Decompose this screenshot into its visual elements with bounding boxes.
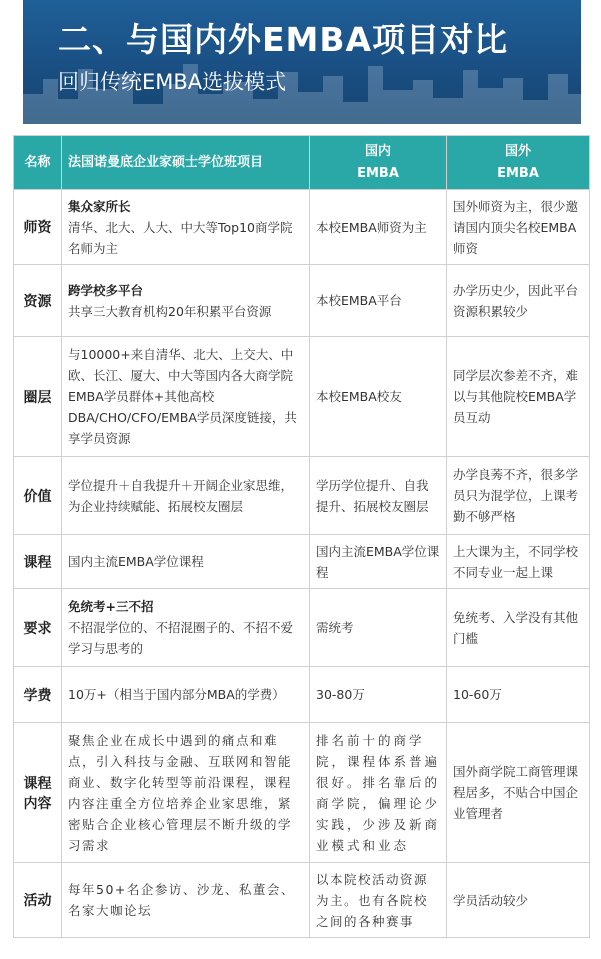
banner-subtitle: 回归传统EMBA选拔模式: [58, 70, 287, 94]
domestic-cell: 30-80万: [310, 667, 447, 723]
table-row: [14, 667, 590, 723]
program-highlight: 集众家所长: [68, 198, 131, 214]
program-text: 每年50+名企参访、沙龙、私董会、名家大咖论坛: [68, 882, 295, 918]
header-foreign: [447, 136, 590, 190]
domestic-cell: 本校EMBA师资为主: [310, 190, 447, 265]
program-cell: [62, 667, 310, 723]
row-name: 课程内容: [14, 723, 62, 863]
program-cell: [62, 337, 310, 457]
table-row: [14, 589, 590, 667]
header-banner: [23, 0, 581, 124]
header-domestic: [310, 136, 447, 190]
foreign-cell: 办学历史少，因此平台资源积累较少: [447, 265, 590, 337]
row-name: 价值: [14, 457, 62, 535]
table-row: [14, 723, 590, 863]
row-name: 师资: [14, 190, 62, 265]
comparison-table: [13, 135, 590, 938]
domestic-cell: 学历学位提升、自我提升、拓展校友圈层: [310, 457, 447, 535]
foreign-cell: 国外商学院工商管理课程居多，不贴合中国企业管理者: [447, 723, 590, 863]
row-name: 学费: [14, 667, 62, 723]
program-highlight: 跨学校多平台: [68, 282, 144, 298]
row-name: 课程: [14, 535, 62, 589]
foreign-cell: 上大课为主，不同学校不同专业一起上课: [447, 535, 590, 589]
table-row: [14, 190, 590, 265]
program-cell: [62, 457, 310, 535]
domestic-cell: 排名前十的商学院，课程体系普遍很好。排名靠后的商学院，偏理论少实践，少涉及新商业模式和业态: [310, 723, 447, 863]
program-text: 共享三大教育机构20年积累平台资源: [68, 303, 272, 319]
program-cell: [62, 265, 310, 337]
program-text: 国内主流EMBA学位课程: [68, 554, 204, 569]
header-name: 名称: [14, 136, 62, 190]
row-name: 圈层: [14, 337, 62, 457]
table-row: [14, 337, 590, 457]
row-name: 资源: [14, 265, 62, 337]
program-text: 聚焦企业在成长中遇到的痛点和难点，引入科技与金融、互联网和智能商业、数字化转型等前沿课程，课程内容注重全方位培养企业家思维，紧密贴合企业核心管理层不断升级的学习需求: [68, 732, 293, 853]
banner-title: 二、与国内外EMBA项目对比: [58, 20, 509, 59]
header-foreign-line2: EMBA: [497, 165, 539, 181]
domestic-cell: 需统考: [310, 589, 447, 667]
row-name: 要求: [14, 589, 62, 667]
domestic-cell: 国内主流EMBA学位课程: [310, 535, 447, 589]
program-text: 清华、北大、人大、中大等Top10商学院名师为主: [68, 219, 293, 256]
program-cell: [62, 723, 310, 863]
header-domestic-line2: EMBA: [357, 165, 399, 181]
table-row: [14, 457, 590, 535]
program-cell: [62, 535, 310, 589]
program-text: 与10000+来自清华、北大、上交大、中欧、长江、厦大、中大等国内各大商学院EMBA学员群体+其他高校DBA/CHO/CFO/EMBA学员深度链接，共享学员资源: [68, 347, 297, 446]
table-row: [14, 863, 590, 938]
table-row: [14, 535, 590, 589]
program-cell: [62, 863, 310, 938]
table-header-row: [14, 136, 590, 190]
domestic-cell: 以本院校活动资源为主。也有各院校之间的各种赛事: [310, 863, 447, 938]
program-cell: [62, 589, 310, 667]
program-text: 学位提升＋自我提升＋开阔企业家思维，为企业持续赋能、拓展校友圈层: [68, 477, 294, 514]
foreign-cell: 同学层次参差不齐，难以与其他院校EMBA学员互动: [447, 337, 590, 457]
program-text: 不招混学位的、不招混圈子的、不招不爱学习与思考的: [68, 620, 294, 656]
program-text: 10万+（相当于国内部分MBA的学费）: [68, 687, 285, 702]
foreign-cell: 10-60万: [447, 667, 590, 723]
program-highlight: 免统考+三不招: [68, 599, 154, 614]
foreign-cell: 免统考、入学没有其他门槛: [447, 589, 590, 667]
foreign-cell: 办学良莠不齐，很多学员只为混学位，上课考勤不够严格: [447, 457, 590, 535]
row-name: 活动: [14, 863, 62, 938]
program-cell: [62, 190, 310, 265]
foreign-cell: 国外师资为主，很少邀请国内顶尖名校EMBA师资: [447, 190, 590, 265]
header-foreign-line1: 国外: [504, 143, 531, 159]
header-program: 法国诺曼底企业家硕士学位班项目: [62, 136, 310, 190]
header-domestic-line1: 国内: [364, 143, 391, 159]
domestic-cell: 本校EMBA平台: [310, 265, 447, 337]
domestic-cell: 本校EMBA校友: [310, 337, 447, 457]
table-row: [14, 265, 590, 337]
foreign-cell: 学员活动较少: [447, 863, 590, 938]
